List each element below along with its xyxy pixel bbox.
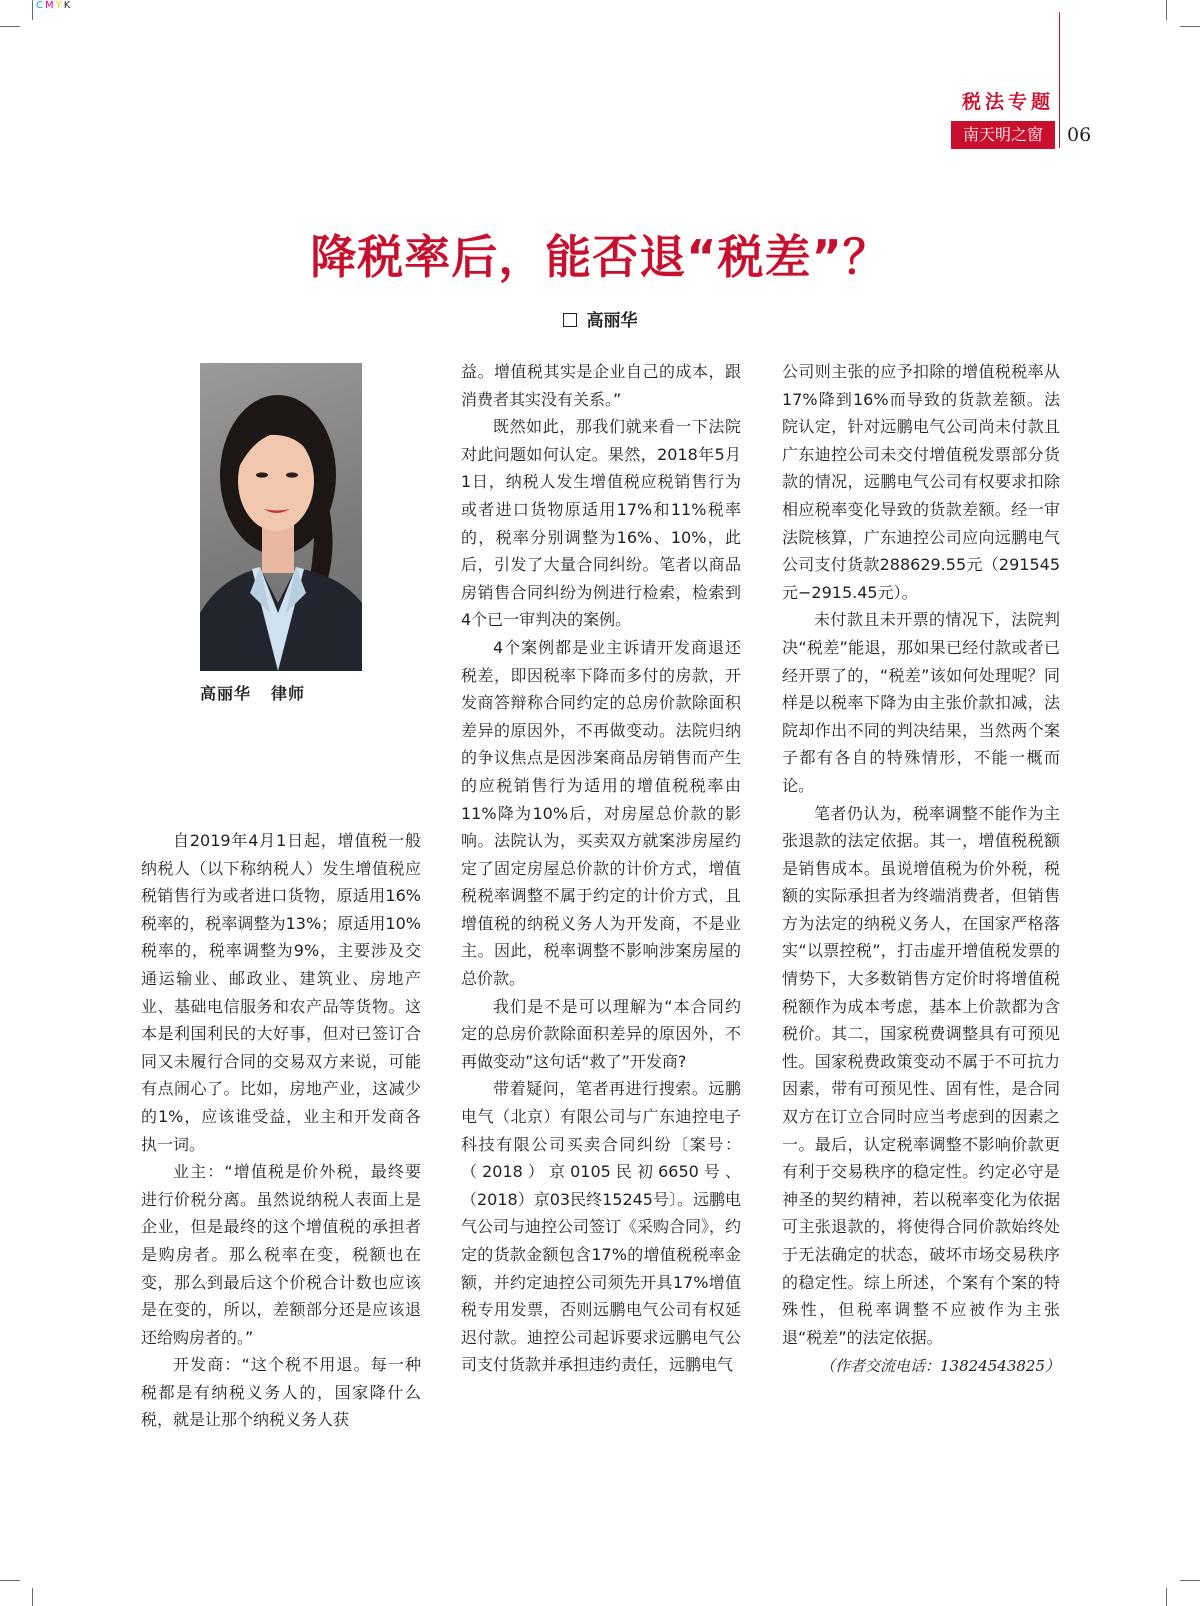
paragraph: 业主：“增值税是价外税，最终要进行价税分离。虽然说纳税人表面上是企业，但是最终的这个增值税的承担者是购房者。那么税率在变，税额也在变，那么到最后这个价税合计数也应该是在变的，所以，差额部分还是应该退还给购房者的。” [141,1162,421,1347]
cmyk-m: M [44,0,56,11]
article-column-1 [141,827,421,1434]
author-portrait [200,363,362,671]
cmyk-y: Y [55,0,64,11]
cmyk-color-bar [36,0,72,12]
article-column-3 [782,358,1060,1381]
crop-mark-tr-v [1166,0,1167,20]
paragraph: 既然如此，那我们就来看一下法院对此问题如何认定。果然，2018年5月1日，纳税人发生增值税应税销售行为或者进口货物原适用17%和11%税率的，税率分别调整为16%、10%，此后，引发了大量合同纠纷。笔者以商品房销售合同纠纷为例进行检索，检索到4个已一审判决的案例。 [461,417,741,630]
paragraph: 笔者仍认为，税率调整不能作为主张退款的法定依据。其一，增值税税额是销售成本。虽说增值税为价外税，税额的实际承担者为终端消费者，但销售方为法定的纳税义务人，在国家严格落实“以票控税”，打击虚开增值税发票的情势下，大多数销售方定价时将增值税税额作为成本考虑，基本上价款都为含税价。其二，国家税费调整具有可预见性。国家税费政策变动不属于不可抗力因素，带有可预见性、固有性，是合同双方在订立合同时应当考虑到的因素之一。最后，认定税率调整不影响价款更有利于交易秩序的稳定性。约定必守是神圣的契约精神，若以税率变化为依据可主张退款的，将使得合同价款始终处于无法确定的状态，破坏市场交易秩序的稳定性。综上所述，个案有个案的特殊性，但税率调整不应被作为主张退“税差”的法定依据。 [782,803,1060,1347]
portrait-illustration [200,363,362,671]
crop-mark-tr-h [1180,26,1200,27]
author-name: 高丽华 [586,311,638,331]
crop-mark-tl-h [0,26,20,27]
crop-mark-br-v [1166,1588,1167,1606]
page-number: 06 [1067,124,1092,146]
paragraph: 公司则主张的应予扣除的增值税税率从17%降到16%而导致的货款差额。法院认定，针对远鹏电气公司尚未付款且广东迪控公司未交付增值税发票部分货款的情况，远鹏电气公司有权要求扣除相应税率变化导致的货款差额。经一审法院核算，广东迪控公司应向远鹏电气公司支付货款288629.55元（291545元−2915.45元）。 [782,362,1060,602]
author-contact: （作者交流电话：13824543825） [820,1357,1060,1376]
crop-mark-bl-h [0,1580,20,1581]
portrait-caption [200,681,305,704]
paragraph: 自2019年4月1日起，增值税一般纳税人（以下称纳税人）发生增值税应税销售行为或者进口货物，原适用16%税率的，税率调整为13%；原适用10%税率的，税率调整为9%，主要涉及交通运输业、邮政业、建筑业、房地产业、基础电信服务和农产品等货物。这本是利国利民的大好事，但对已签订合同又未履行合同的交易双方来说，可能有点闹心了。比如，房地产业，这减少的1%，应该谁受益，业主和开发商各执一词。 [141,831,421,1154]
article-title: 降税率后，能否退“税差”？ [310,230,890,284]
cmyk-c: C [36,0,45,11]
crop-mark-bl-v [32,1588,33,1606]
caption-role: 律师 [271,684,306,703]
crop-mark-br-h [1180,1580,1200,1581]
cmyk-k: K [63,0,73,11]
paragraph: 4个案例都是业主诉请开发商退还税差，即因税率下降而多付的房款，开发商答辩称合同约定的总房价款除面积差异的原因外，不再做变动。法院归纳的争议焦点是因涉案商品房销售而产生的应税销售行为适用的增值税税率由11%降为10%后，对房屋总价款的影响。法院认为，买卖双方就案涉房屋约定了固定房屋总价款的计价方式，增值税税率调整不属于约定的计价方式，且增值税的纳税义务人为开发商，不是业主。因此，税率调整不影响涉案房屋的总价款。 [461,637,741,989]
column-tag: 南天明之窗 [951,121,1055,149]
article-column-2 [461,358,741,1379]
author-line [0,306,1200,331]
caption-name: 高丽华 [200,684,252,703]
paragraph: 我们是不是可以理解为“本合同约定的总房价款除面积差异的原因外，不再做变动”这句话“救了”开发商? [461,996,741,1071]
paragraph: 带着疑问，笔者再进行搜索。远鹏电气（北京）有限公司与广东迪控电子科技有限公司买卖合同纠纷〔案号：（2018）京0105民初6650号、（2018）京03民终15245号〕。远鹏电气公司与迪控公司签订《采购合同》，约定的货款金额包含17%的增值税税率金额，并约定迪控公司须先开具17%增值税专用发票，否则远鹏电气公司有权延迟付款。迪控公司起诉要求远鹏电气公司支付货款并承担违约责任，远鹏电气 [461,1079,742,1375]
paragraph: 开发商：“这个税不用退。每一种税都是有纳税义务人的，国家降什么税，就是让那个纳税义务人获 [141,1355,421,1430]
header-divider-line [1059,12,1060,148]
section-title: 税法专题 [961,91,1054,113]
crop-mark-tl-v [32,0,33,20]
paragraph: 益。增值税其实是企业自己的成本，跟消费者其实没有关系。” [461,362,741,409]
paragraph: 未付款且未开票的情况下，法院判决“税差”能退，那如果已经付款或者已经开票了的，“税差”该如何处理呢？同样是以税率下降为由主张价款扣减，法院却作出不同的判决结果，当然两个案子都有各自的特殊情形，不能一概而论。 [782,610,1060,795]
author-box-icon [563,313,577,327]
